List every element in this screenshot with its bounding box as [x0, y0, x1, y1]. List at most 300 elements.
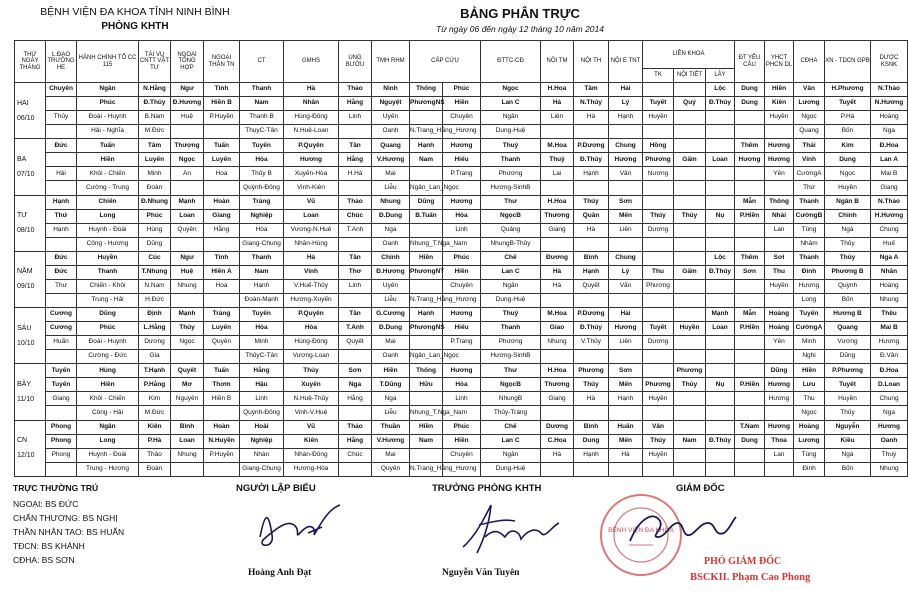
table-cell: Tân: [339, 308, 372, 322]
table-cell: Hiền: [410, 420, 443, 434]
table-cell: Mơ: [171, 378, 204, 392]
table-cell: Nguyên: [171, 392, 204, 406]
column-header: HÀNH CHÍNH TỔ CC 115: [77, 41, 139, 83]
column-header: NGOẠI TỔNG HỢP: [171, 41, 204, 83]
table-cell: Phúc: [443, 251, 481, 265]
table-cell: [674, 293, 706, 307]
table-cell: [574, 406, 609, 420]
column-header: LÂY: [706, 69, 735, 83]
table-cell: [643, 237, 674, 251]
table-cell: Huyền: [765, 279, 794, 293]
table-cell: Thủy: [825, 406, 871, 420]
day-name: TƯ: [17, 212, 28, 220]
table-cell: Hương: [609, 153, 643, 167]
table-cell: [643, 293, 674, 307]
table-cell: P.Hiền: [735, 209, 765, 223]
table-cell: [171, 237, 204, 251]
table-cell: Liên: [609, 223, 643, 237]
table-cell: Thúy: [643, 209, 674, 223]
table-cell: Nhung_T.Nga_Nam: [410, 237, 443, 251]
table-cell: [643, 125, 674, 139]
table-cell: Thư: [481, 364, 541, 378]
table-cell: Huyền: [77, 251, 139, 265]
table-cell: Thủy: [284, 364, 339, 378]
table-cell: Thuần: [372, 420, 410, 434]
table-row: [15, 237, 908, 251]
table-cell: T.Nam: [735, 420, 765, 434]
table-cell: P.Hằng: [139, 378, 171, 392]
table-cell: Nương: [643, 167, 674, 181]
table-cell: Đức: [46, 265, 77, 279]
table-row: [15, 392, 908, 406]
table-cell: [674, 195, 706, 209]
table-cell: N.Thảo: [871, 83, 908, 97]
table-cell: Hằng: [240, 364, 284, 378]
table-cell: Thảo: [339, 195, 372, 209]
table-cell: Sơn: [735, 265, 765, 279]
table-row: [15, 265, 908, 279]
table-cell: Công - Hải: [77, 406, 139, 420]
table-cell: Thảo: [339, 420, 372, 434]
table-cell: Hòa: [443, 378, 481, 392]
table-cell: Quyết: [339, 336, 372, 350]
hospital-name: BỆNH VIỆN ĐA KHOA TỈNH NINH BÌNH: [40, 6, 230, 18]
table-cell: Ngân: [77, 83, 139, 97]
table-cell: B.Tuấn: [410, 209, 443, 223]
table-cell: Quỳnh-Đông: [240, 406, 284, 420]
table-cell: [171, 181, 204, 195]
table-cell: Hòa: [284, 322, 339, 336]
table-cell: P.Huyền: [204, 448, 240, 462]
table-cell: T.Anh: [339, 322, 372, 336]
table-cell: [706, 181, 735, 195]
column-header: CT: [240, 41, 284, 83]
preparer-title: NGƯỜI LẬP BIỂU: [236, 483, 316, 494]
table-cell: [46, 406, 77, 420]
table-cell: [674, 406, 706, 420]
table-row: [15, 167, 908, 181]
table-cell: Hùng: [139, 223, 171, 237]
table-cell: Nhân: [284, 97, 339, 111]
table-cell: H.Hoa: [541, 83, 574, 97]
table-cell: CườngA: [794, 322, 825, 336]
resident-duty-title: TRỰC THƯỜNG TRÚ: [13, 483, 99, 493]
table-cell: [574, 350, 609, 364]
table-cell: Hà: [541, 279, 574, 293]
table-cell: Thượng: [171, 139, 204, 153]
table-cell: Khôi - Chiến: [77, 392, 139, 406]
head-signature: [455, 497, 565, 561]
table-cell: [735, 237, 765, 251]
table-cell: Vinh-Kiên: [284, 181, 339, 195]
table-cell: Thuỷ: [481, 308, 541, 322]
table-cell: Hiền A: [204, 265, 240, 279]
table-row: [15, 125, 908, 139]
table-cell: Ngân_Lan_Ngọc: [410, 350, 443, 364]
table-cell: Nhung: [171, 279, 204, 293]
table-cell: CườngB: [794, 209, 825, 223]
table-cell: Đinh: [794, 265, 825, 279]
table-cell: Huyền: [643, 392, 674, 406]
table-cell: Công - Hương: [77, 237, 139, 251]
table-cell: Linh: [443, 392, 481, 406]
table-cell: Liễu: [372, 181, 410, 195]
resident-duty-line: TĐCN: BS KHÁNH: [13, 541, 85, 551]
table-cell: Quảng: [481, 223, 541, 237]
table-cell: Lý: [609, 265, 643, 279]
table-cell: [204, 181, 240, 195]
table-cell: [643, 308, 674, 322]
table-cell: Oanh: [372, 350, 410, 364]
table-cell: Linh: [240, 392, 284, 406]
table-cell: Thu: [765, 265, 794, 279]
table-cell: [706, 293, 735, 307]
table-row: [15, 448, 908, 462]
table-row: [15, 420, 908, 434]
table-cell: Ngọc: [481, 83, 541, 97]
table-cell: Dung: [825, 153, 871, 167]
table-cell: Nhung: [871, 462, 908, 476]
table-cell: Nga: [871, 125, 908, 139]
table-cell: Đ.Dung: [372, 322, 410, 336]
day-name: CN: [17, 437, 28, 445]
table-cell: Khôi - Chiến: [77, 167, 139, 181]
table-cell: [410, 392, 443, 406]
table-cell: Huệ: [171, 111, 204, 125]
table-cell: B.Nam: [139, 111, 171, 125]
table-cell: [541, 125, 574, 139]
table-cell: N.Trang_Hằng_Hương: [410, 125, 443, 139]
table-cell: Minh: [139, 167, 171, 181]
table-cell: [410, 223, 443, 237]
day-date: 08/10: [17, 227, 35, 235]
table-cell: Quyết: [171, 364, 204, 378]
table-cell: Thủy: [825, 251, 871, 265]
table-cell: [735, 293, 765, 307]
table-cell: Quang: [794, 125, 825, 139]
table-cell: Huyền: [674, 322, 706, 336]
table-cell: Huyền: [825, 392, 871, 406]
table-cell: [609, 406, 643, 420]
table-cell: H.Hoa: [541, 364, 574, 378]
table-cell: Nhung: [171, 448, 204, 462]
table-cell: Luyến: [204, 153, 240, 167]
table-cell: Dương: [139, 336, 171, 350]
table-cell: Giang: [204, 209, 240, 223]
table-cell: [674, 308, 706, 322]
table-cell: Đ.Hương: [171, 97, 204, 111]
table-cell: Linh: [339, 111, 372, 125]
table-cell: [609, 237, 643, 251]
table-cell: Cúc: [139, 251, 171, 265]
table-cell: [706, 279, 735, 293]
column-header: NỘI TM: [541, 41, 574, 83]
table-cell: Phúc: [77, 97, 139, 111]
table-cell: Dung-Huệ: [481, 293, 541, 307]
table-cell: Loan: [171, 434, 204, 448]
table-cell: Phúc: [77, 322, 139, 336]
table-cell: Hằng: [339, 434, 372, 448]
table-cell: Ngân_Lan_Ngọc: [410, 181, 443, 195]
table-cell: [204, 406, 240, 420]
table-cell: Thứ: [46, 209, 77, 223]
table-cell: C.Hoa: [541, 434, 574, 448]
table-cell: [735, 279, 765, 293]
table-cell: Mẫn: [735, 195, 765, 209]
table-cell: [706, 195, 735, 209]
table-cell: Nhung: [541, 336, 574, 350]
table-cell: [735, 406, 765, 420]
table-cell: P.Hà: [825, 111, 871, 125]
table-cell: Hải: [46, 167, 77, 181]
table-cell: Hương: [443, 364, 481, 378]
table-cell: [706, 125, 735, 139]
table-cell: Lưu: [794, 378, 825, 392]
table-cell: Đức: [46, 251, 77, 265]
table-cell: Linh: [443, 223, 481, 237]
table-cell: Đương: [541, 251, 574, 265]
table-cell: [410, 336, 443, 350]
table-cell: Hoàng: [765, 308, 794, 322]
table-cell: Văn: [609, 279, 643, 293]
table-cell: Đ.Hoa: [871, 364, 908, 378]
table-cell: Sơn: [339, 364, 372, 378]
table-cell: H.Phương: [825, 83, 871, 97]
table-cell: Hoàng: [871, 279, 908, 293]
director-signature: [620, 497, 740, 559]
table-cell: N.Trang_Hằng_Hương: [410, 293, 443, 307]
table-cell: Chế: [481, 420, 541, 434]
day-name: HAI: [17, 99, 29, 107]
table-cell: [643, 462, 674, 476]
table-cell: Phúc: [139, 209, 171, 223]
table-cell: [609, 293, 643, 307]
table-cell: Luyến: [204, 322, 240, 336]
table-cell: N.Huệ-Loan: [284, 125, 339, 139]
table-cell: Ninh: [372, 83, 410, 97]
table-cell: V.Hương: [372, 153, 410, 167]
table-cell: Cường - Đức: [77, 350, 139, 364]
table-cell: [410, 448, 443, 462]
table-cell: [706, 420, 735, 434]
table-cell: Thêu: [871, 308, 908, 322]
table-cell: [706, 350, 735, 364]
day-cell: [15, 195, 46, 251]
table-cell: Nga: [871, 406, 908, 420]
table-cell: Hạnh: [574, 265, 609, 279]
table-cell: Hiền: [443, 265, 481, 279]
table-cell: M.Hoa: [541, 308, 574, 322]
schedule-title: BẢNG PHÂN TRỰC: [460, 6, 580, 21]
table-cell: Thanh B: [240, 111, 284, 125]
table-cell: [735, 448, 765, 462]
table-cell: [674, 336, 706, 350]
table-cell: Long: [794, 293, 825, 307]
table-cell: Hà: [284, 251, 339, 265]
table-cell: Vương-N.Huê: [284, 223, 339, 237]
table-cell: Hiền: [443, 97, 481, 111]
table-cell: Dũng: [765, 364, 794, 378]
table-cell: Vân: [794, 83, 825, 97]
table-cell: Hương-Xuyến: [284, 293, 339, 307]
table-cell: [541, 406, 574, 420]
day-cell: [15, 83, 46, 139]
table-cell: Nhâm: [794, 237, 825, 251]
table-cell: Xuyến: [284, 378, 339, 392]
director-name: BSCKII. Phạm Cao Phong: [690, 572, 811, 583]
table-cell: Bình: [171, 420, 204, 434]
table-cell: Dung: [735, 83, 765, 97]
table-cell: Kiên: [765, 97, 794, 111]
table-cell: Yên: [765, 336, 794, 350]
table-cell: Cường - Trung: [77, 181, 139, 195]
table-cell: Đ.Vân: [871, 350, 908, 364]
table-cell: Đức: [46, 139, 77, 153]
table-cell: [706, 139, 735, 153]
table-cell: ThụyC-Tân: [240, 125, 284, 139]
table-cell: PhươngNS: [410, 97, 443, 111]
table-cell: PhươngNS: [410, 322, 443, 336]
table-cell: Hiền: [765, 83, 794, 97]
table-cell: P.Trang: [443, 167, 481, 181]
table-cell: Mạnh: [171, 308, 204, 322]
table-cell: Tuyến: [46, 364, 77, 378]
table-cell: Hạnh: [574, 167, 609, 181]
table-cell: [204, 237, 240, 251]
table-cell: Huấn: [46, 336, 77, 350]
table-cell: [674, 167, 706, 181]
table-row: [15, 378, 908, 392]
table-cell: Lan A: [871, 153, 908, 167]
table-cell: [204, 125, 240, 139]
table-cell: NhungB-Thủy: [481, 237, 541, 251]
table-cell: Long: [77, 434, 139, 448]
table-cell: [410, 167, 443, 181]
table-cell: [574, 125, 609, 139]
table-cell: [574, 237, 609, 251]
table-cell: Hạnh: [574, 448, 609, 462]
table-cell: Quỳnh: [825, 279, 871, 293]
table-cell: M.Đức: [139, 406, 171, 420]
day-date: 09/10: [17, 283, 35, 291]
table-row: [15, 223, 908, 237]
table-cell: Thủy: [825, 237, 871, 251]
table-cell: Hùng: [77, 364, 139, 378]
table-cell: Ngọc: [794, 111, 825, 125]
table-cell: Hải: [609, 308, 643, 322]
table-cell: [735, 223, 765, 237]
table-cell: [674, 139, 706, 153]
table-cell: Hữu: [410, 378, 443, 392]
table-cell: [765, 181, 794, 195]
table-cell: Lương: [794, 434, 825, 448]
table-cell: NhungB: [481, 392, 541, 406]
table-cell: [674, 462, 706, 476]
table-cell: Thương: [541, 209, 574, 223]
table-cell: N.Trang_Hằng_Hương: [410, 462, 443, 476]
table-cell: Ngà: [825, 223, 871, 237]
table-cell: Định: [139, 308, 171, 322]
table-cell: Hòa: [443, 209, 481, 223]
table-cell: Dũng: [77, 308, 139, 322]
table-row: [15, 209, 908, 223]
table-cell: Hương-Hòa: [284, 462, 339, 476]
table-cell: Hương: [284, 153, 339, 167]
table-cell: [674, 350, 706, 364]
table-cell: Giang: [541, 223, 574, 237]
table-cell: Chinh: [825, 209, 871, 223]
table-cell: Quyên: [372, 462, 410, 476]
table-cell: Thanh: [794, 251, 825, 265]
table-cell: Thoa: [765, 434, 794, 448]
table-cell: P.Dương: [574, 139, 609, 153]
table-cell: [674, 181, 706, 195]
table-cell: Thu: [794, 392, 825, 406]
table-cell: Lộc: [706, 251, 735, 265]
table-cell: Dương: [643, 336, 674, 350]
table-cell: [706, 237, 735, 251]
table-cell: Đ.Thủy: [574, 153, 609, 167]
table-cell: Tuyết: [643, 97, 674, 111]
table-cell: Thu: [643, 265, 674, 279]
table-cell: Đ.Thủy: [574, 322, 609, 336]
table-cell: Hương: [609, 322, 643, 336]
table-cell: Hải: [609, 83, 643, 97]
table-cell: Đoàn: [139, 462, 171, 476]
table-cell: Luyến: [139, 153, 171, 167]
table-cell: PhươngNT: [410, 265, 443, 279]
table-cell: Nga A: [871, 251, 908, 265]
table-cell: Chung: [871, 392, 908, 406]
table-cell: Quyết: [574, 279, 609, 293]
table-cell: Huấn: [609, 420, 643, 434]
table-cell: [410, 279, 443, 293]
resident-duty-line: THẦN NHÂN TAO: BS HUẤN: [13, 527, 125, 537]
column-header: THỨ NGÀY THÁNG: [15, 41, 46, 83]
table-cell: Hiền B: [204, 392, 240, 406]
table-cell: Dương: [541, 420, 574, 434]
table-cell: Oanh: [372, 237, 410, 251]
table-cell: [674, 111, 706, 125]
director-title: GIÁM ĐỐC: [676, 483, 725, 494]
table-cell: [204, 350, 240, 364]
table-cell: Ngọc: [171, 153, 204, 167]
table-cell: Chế: [481, 251, 541, 265]
table-cell: Hoa: [204, 167, 240, 181]
table-cell: Quang: [825, 322, 871, 336]
table-cell: Ngân B: [825, 195, 871, 209]
table-cell: [706, 223, 735, 237]
table-cell: Hương: [443, 308, 481, 322]
table-row: [15, 181, 908, 195]
table-cell: Tuyến: [240, 139, 284, 153]
table-cell: Chinh: [372, 251, 410, 265]
table-cell: Lộc: [706, 83, 735, 97]
table-cell: Bốn: [825, 462, 871, 476]
table-cell: Minh: [794, 336, 825, 350]
table-cell: Hồng: [643, 139, 674, 153]
table-cell: Quyên: [204, 336, 240, 350]
table-cell: Thống: [410, 83, 443, 97]
column-header: NỘI TIẾT: [674, 69, 706, 83]
table-cell: Phương: [643, 153, 674, 167]
table-cell: Huế: [871, 237, 908, 251]
table-cell: Thơm: [204, 378, 240, 392]
column-header: NỘI TH: [574, 41, 609, 83]
table-cell: [735, 364, 765, 378]
table-cell: Dũng: [139, 237, 171, 251]
table-cell: Phong: [46, 420, 77, 434]
